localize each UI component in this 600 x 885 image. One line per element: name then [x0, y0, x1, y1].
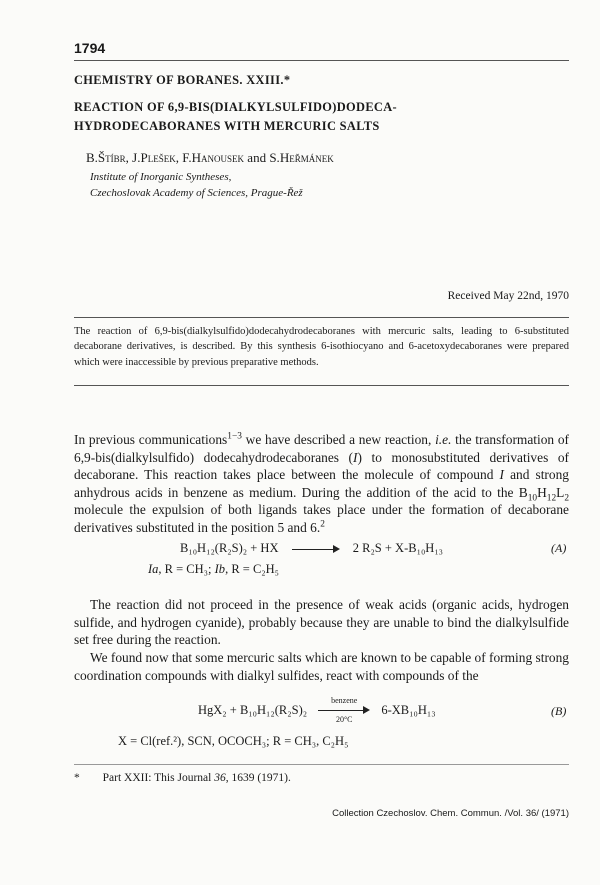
- author-3-name: Hanousek: [191, 150, 245, 165]
- compound-label: Ia: [148, 562, 159, 576]
- equation-b-label: (B): [551, 704, 567, 718]
- subscript: 10: [527, 493, 538, 504]
- text-run: the transformation of 6,9-bis(dialkylsulfido) dodecahydrodecaboranes (: [74, 432, 569, 465]
- abstract-rule-bottom: [74, 385, 569, 386]
- received-date: Received May 22nd, 1970: [447, 290, 569, 302]
- author-separator: ,: [175, 150, 183, 165]
- equation-b-conditions: X = Cl(ref.²), SCN, OCOCH₃; R = CH₃, C₂H₅: [118, 734, 349, 748]
- footnote-rule: [74, 764, 569, 765]
- text-run: , 1639 (1971).: [225, 772, 291, 784]
- text-run: , R = CH₃;: [158, 562, 215, 576]
- reference-marker: 1−3: [227, 431, 242, 442]
- subscript: 12: [546, 493, 557, 504]
- equation-a: [180, 541, 443, 556]
- equation-a-reactants: B₁₀H₁₂(R₂S)₂ + HX: [180, 541, 279, 555]
- author-4-initial: S.: [269, 150, 280, 165]
- text-run: molecule the expulsion of both ligands takes place under the formation of decaborane derivatives substituted in the position 5 and 6.: [74, 502, 569, 535]
- author-1-name: Štíbr: [97, 150, 126, 165]
- equation-a-label: (A): [551, 541, 567, 555]
- series-title: CHEMISTRY OF BORANES. XXIII.*: [74, 73, 291, 87]
- author-separator: ,: [125, 150, 133, 165]
- paragraph-weak-acids: The reaction did not proceed in the presence of weak acids (organic acids, hydrogen sulfide, and hydrogen cyanide), probably because they are unable to bind the dialkylsulfide set free during the reaction.: [74, 597, 569, 647]
- equation-b-reactants: HgX₂ + B₁₀H₁₂(R₂S)₂: [198, 702, 308, 717]
- text-run: L: [556, 484, 565, 500]
- equation-a-note: [148, 562, 279, 577]
- text-run-italic: i.e.: [435, 432, 452, 447]
- reaction-arrow-icon: [292, 544, 340, 554]
- page-number: 1794: [74, 40, 106, 56]
- text-run: , R = C₂H₅: [225, 562, 280, 576]
- abstract-rule-top: [74, 317, 569, 318]
- text-run: and strong anhydrous acids in benzene as medium. During the addition of the acid to the B: [74, 467, 569, 500]
- compound-label: I: [353, 449, 358, 465]
- compound-label: I: [499, 467, 504, 482]
- author-list: [86, 150, 334, 166]
- affiliation-line1: Institute of Inorganic Syntheses,: [90, 171, 232, 183]
- author-3-initial: F.: [182, 150, 192, 165]
- footnote: [74, 772, 291, 784]
- paragraph-intro: [74, 431, 569, 536]
- text-run: In previous communications: [74, 432, 228, 447]
- compound-label: Ib: [214, 562, 226, 576]
- text-run-italic: 36: [214, 772, 226, 784]
- equation-b: [198, 696, 436, 726]
- author-1-initial: B.: [86, 150, 98, 165]
- text-run: ) to monosubstituted derivatives of decaborane. This reaction takes place between the molecule of compound: [74, 449, 569, 482]
- journal-footer: Collection Czechoslov. Chem. Commun. /Vol. 36/ (1971): [332, 808, 569, 819]
- reference-marker: 2: [320, 519, 325, 530]
- header-rule: [74, 60, 569, 61]
- reaction-arrow-icon: [318, 696, 370, 726]
- author-2-initial: J.: [132, 150, 141, 165]
- abstract: The reaction of 6,9-bis(dialkylsulfido)dodecahydrodecaboranes with mercuric salts, leading to 6-substituted decaborane derivatives, is described. By this synthesis 6-isothiocyano and 6-acetoxydecaboranes were prepared which were inaccessible by previous preparative methods.: [74, 326, 569, 368]
- paragraph-mercuric-salts: We found now that some mercuric salts which are known to be capable of forming strong coordination compounds with dialkyl sulfides, react with compounds of the: [74, 650, 569, 683]
- affiliation-line2: Czechoslovak Academy of Sciences, Prague-Řež: [90, 187, 303, 199]
- reaction-solvent: benzene: [331, 696, 358, 705]
- reaction-temperature: 20°C: [335, 715, 353, 724]
- author-4-name: Heřmánek: [279, 150, 334, 165]
- text-run: Part XXII: This Journal: [102, 772, 215, 784]
- article-title-line2: HYDRODECABORANES WITH MERCURIC SALTS: [74, 119, 380, 133]
- article-title-line1: REACTION OF 6,9-BIS(DIALKYLSULFIDO)DODECA-: [74, 100, 398, 114]
- equation-b-product: 6-XB₁₀H₁₃: [381, 702, 436, 717]
- text-run: we have described a new reaction,: [241, 432, 436, 447]
- text-run: H: [537, 484, 547, 500]
- author-2-name: Plešek: [140, 150, 176, 165]
- subscript: 2: [564, 493, 569, 504]
- footnote-marker: *: [74, 772, 80, 784]
- equation-a-products: 2 R₂S + X-B₁₀H₁₃: [352, 541, 444, 555]
- author-and: and: [244, 150, 270, 165]
